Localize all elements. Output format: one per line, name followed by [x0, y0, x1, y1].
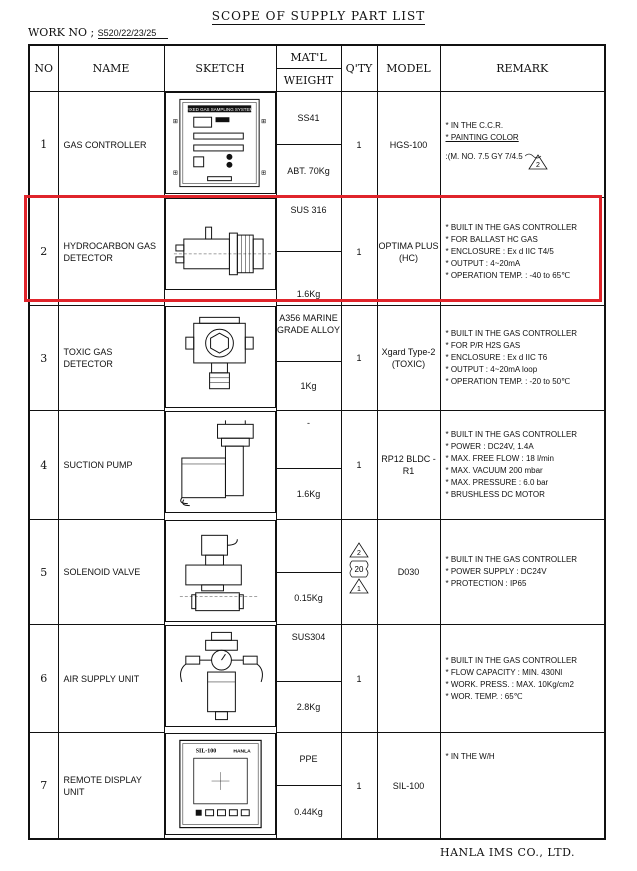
table-row: [29, 306, 605, 411]
row-remark: * BUILT IN THE GAS CONTROLLER * FOR P/R H2S GAS * ENCLOSURE : Ex d IIC T6 * OUTPUT : 4~20mA loop * OPERATION TEMP. : -20 to 50℃: [440, 306, 605, 411]
row-no: 6: [29, 625, 58, 733]
row-qty: 1: [341, 733, 377, 840]
row-model: OPTIMA PLUS (HC): [377, 198, 440, 306]
row-no: 7: [29, 733, 58, 840]
row-material: -: [277, 411, 341, 469]
qty-rev-mark: 2: [357, 550, 361, 557]
row-material: [277, 520, 341, 573]
parts-table: [28, 44, 606, 840]
row-no: 4: [29, 411, 58, 520]
row-weight: 1.6Kg: [296, 289, 321, 299]
air-supply-unit-sketch: [165, 625, 276, 727]
row-no: 5: [29, 520, 58, 625]
header-model: MODEL: [377, 45, 440, 92]
row-name: AIR SUPPLY UNIT: [58, 625, 164, 733]
row-no: 2: [29, 198, 58, 306]
row-remark: * IN THE W/H: [440, 733, 605, 840]
row-weight: 0.44Kg: [294, 807, 323, 817]
row-weight: 1.6Kg: [296, 488, 321, 499]
table-header-row: [29, 45, 605, 92]
row-model: D030: [377, 520, 440, 625]
row-material: SUS304: [277, 625, 341, 682]
work-number: WORK NO ; S520/22/23/25: [28, 26, 168, 39]
row-name: TOXIC GAS DETECTOR: [58, 306, 164, 411]
row-remark: * BUILT IN THE GAS CONTROLLER * POWER SUPPLY : DC24V * PROTECTION : IP65: [440, 520, 605, 625]
header-remark: REMARK: [440, 45, 605, 92]
row-name: HYDROCARBON GAS DETECTOR: [58, 198, 164, 306]
row-model: [377, 625, 440, 733]
row-weight: ABT. 70Kg: [287, 166, 330, 176]
row-weight: 1Kg: [300, 380, 317, 391]
header-no: NO: [29, 45, 58, 92]
row-remark: * BUILT IN THE GAS CONTROLLER * FLOW CAPACITY : MIN. 430Nl * WORK. PRESS. : MAX. 10Kg/cm2 * WOR. TEMP. : 65℃: [440, 625, 605, 733]
remote-display-sketch: [165, 733, 276, 835]
table-row: [29, 520, 605, 625]
row-remark: * BUILT IN THE GAS CONTROLLER * POWER : DC24V, 1.4A * MAX. FREE FLOW : 18 l/min * MAX. VACUUM 200 mbar * MAX. PRESSURE : 6.0 bar * BRUSHLESS DC MOTOR: [440, 411, 605, 520]
row-name: REMOTE DISPLAY UNIT: [58, 733, 164, 840]
row-no: 3: [29, 306, 58, 411]
row-qty: 1: [341, 411, 377, 520]
suction-pump-sketch: [165, 411, 276, 513]
table-row: [29, 733, 605, 840]
toxic-detector-sketch: [165, 306, 276, 408]
display-model-text: SIL-100: [195, 747, 216, 754]
row-name: SUCTION PUMP: [58, 411, 164, 520]
svg-text:⊞: ⊞: [260, 170, 266, 177]
svg-text:⊞: ⊞: [260, 119, 266, 126]
header-material-weight: MAT'L WEIGHT: [276, 45, 341, 92]
row-material: SS41: [277, 92, 341, 145]
row-name: SOLENOID VALVE: [58, 520, 164, 625]
svg-text:2: 2: [535, 161, 540, 169]
row-qty: 1: [341, 306, 377, 411]
row-model: SIL-100: [377, 733, 440, 840]
row-model: RP12 BLDC -R1: [377, 411, 440, 520]
row-qty: [341, 520, 377, 625]
revision-triangle-icon: [525, 152, 549, 170]
display-brand-text: HANLA: [232, 748, 251, 754]
row-model: Xgard Type-2 (TOXIC): [377, 306, 440, 411]
row-no: 1: [29, 92, 58, 198]
svg-text:⊞: ⊞: [172, 170, 178, 177]
row-weight: 0.15Kg: [294, 593, 323, 604]
svg-text:⊞: ⊞: [172, 119, 178, 126]
row-remark: * BUILT IN THE GAS CONTROLLER * FOR BALLAST HC GAS * ENCLOSURE : Ex d IIC T4/5 * OUTPUT : 4~20mA * OPERATION TEMP. : -40 to 65℃: [440, 198, 605, 306]
row-material: A356 MARINE GRADE ALLOY: [277, 306, 341, 362]
row-qty: 1: [341, 625, 377, 733]
qty-rev-mark: 1: [357, 586, 361, 593]
table-row: [29, 411, 605, 520]
solenoid-valve-sketch: [165, 520, 276, 622]
header-name: NAME: [58, 45, 164, 92]
gas-controller-sketch: [165, 92, 276, 194]
row-model: HGS-100: [377, 92, 440, 198]
row-qty: 1: [341, 198, 377, 306]
row-highlight: [24, 195, 602, 302]
table-row: [29, 625, 605, 733]
row-material: SUS 316: [277, 198, 341, 252]
document-title: SCOPE OF SUPPLY PART LIST: [211, 9, 426, 23]
table-row: [29, 92, 605, 198]
sketch-label: FIXED GAS SAMPLING SYSTEM: [185, 106, 253, 112]
row-weight: 2.8Kg: [296, 702, 321, 712]
row-material: PPE: [277, 733, 341, 786]
row-name: GAS CONTROLLER: [58, 92, 164, 198]
row-remark: * IN THE C.C.R. * PAINTING COLOR :(M. NO. 7.5 GY 7/4.5 2: [440, 92, 605, 198]
company-footer: HANLA IMS CO., LTD.: [440, 846, 575, 859]
header-sketch: SKETCH: [164, 45, 276, 92]
qty-value: 20: [354, 565, 364, 574]
row-qty: 1: [341, 92, 377, 198]
header-qty: Q'TY: [341, 45, 377, 92]
